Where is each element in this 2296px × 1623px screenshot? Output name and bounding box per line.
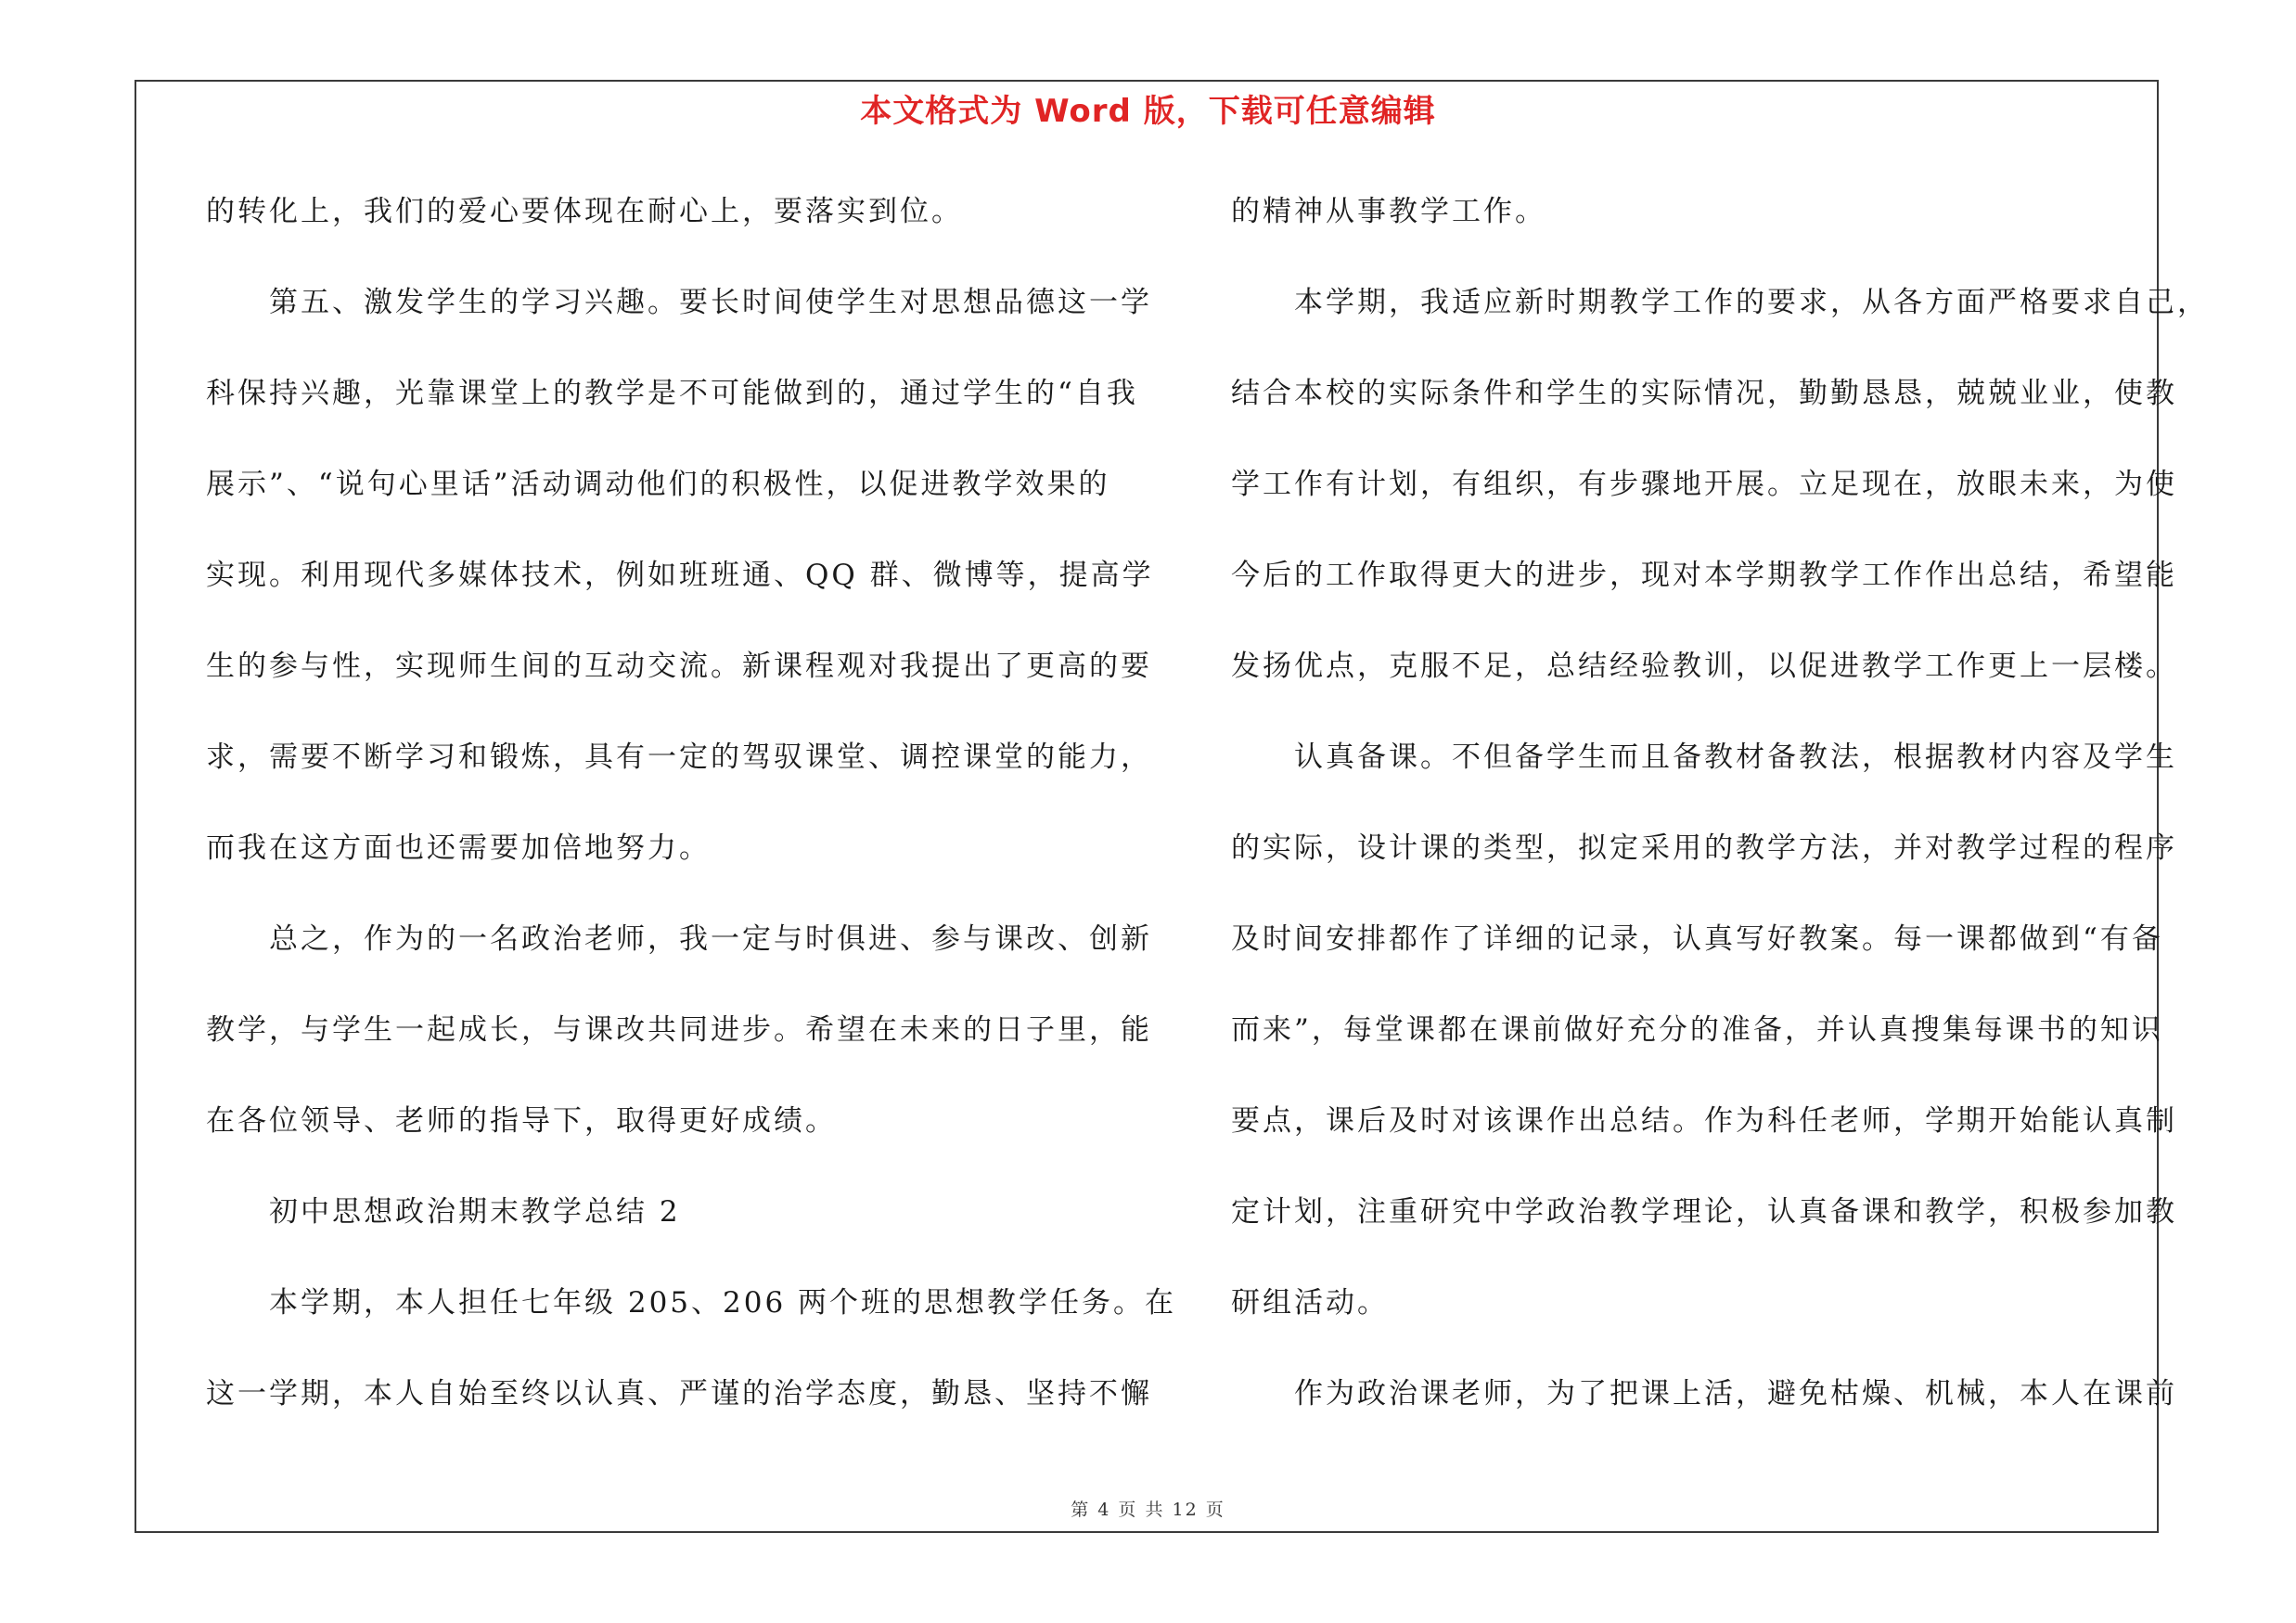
text-line: 而我在这方面也还需要加倍地努力。 [206,831,711,865]
text-line: 总之，作为的一名政治老师，我一定与时俱进、参与课改、创新 [206,922,1152,956]
text-line: 教学，与学生一起成长，与课改共同进步。希望在未来的日子里，能 [206,1013,1152,1047]
text-line: 发扬优点，克服不足，总结经验教训，以促进教学工作更上一层楼。 [1231,650,2177,683]
format-banner: 本文格式为 Word 版，下载可任意编辑 [860,93,1436,130]
text-line: 生的参与性，实现师生间的互动交流。新课程观对我提出了更高的要 [206,650,1152,683]
text-line: 学工作有计划，有组织，有步骤地开展。立足现在，放眼未来，为使 [1231,468,2177,501]
text-line: 结合本校的实际条件和学生的实际情况，勤勤恳恳，兢兢业业，使教 [1231,377,2177,410]
text-line: 在各位领导、老师的指导下，取得更好成绩。 [206,1104,837,1138]
text-line: 及时间安排都作了详细的记录，认真写好教案。每一课都做到“有备 [1231,922,2163,956]
text-line: 的转化上，我们的爱心要体现在耐心上，要落实到位。 [206,195,963,228]
text-line: 第五、激发学生的学习兴趣。要长时间使学生对思想品德这一学 [206,286,1152,319]
text-line: 科保持兴趣，光靠课堂上的教学是不可能做到的，通过学生的“自我 [206,377,1138,410]
text-line: 的实际，设计课的类型，拟定采用的教学方法，并对教学过程的程序 [1231,831,2177,865]
text-line: 而来”，每堂课都在课前做好充分的准备，并认真搜集每课书的知识 [1231,1013,2163,1047]
text-line: 研组活动。 [1231,1286,1389,1320]
section-heading: 初中思想政治期末教学总结 2 [206,1195,681,1229]
text-line: 实现。利用现代多媒体技术，例如班班通、QQ 群、微博等，提高学 [206,559,1154,592]
text-line: 定计划，注重研究中学政治教学理论，认真备课和教学，积极参加教 [1231,1195,2177,1229]
text-line: 要点，课后及时对该课作出总结。作为科任老师，学期开始能认真制 [1231,1104,2177,1138]
text-line: 认真备课。不但备学生而且备教材备教法，根据教材内容及学生 [1231,741,2177,774]
text-line: 本学期，本人担任七年级 205、206 两个班的思想教学任务。在 [206,1286,1177,1320]
text-line: 求，需要不断学习和锻炼，具有一定的驾驭课堂、调控课堂的能力， [206,741,1152,774]
right-column [1231,184,2209,1457]
text-line: 的精神从事教学工作。 [1231,195,1546,228]
text-line: 作为政治课老师，为了把课上活，避免枯燥、机械，本人在课前 [1231,1377,2177,1410]
left-column [206,184,1177,1457]
text-line: 本学期，我适应新时期教学工作的要求，从各方面严格要求自己， [1231,286,2209,319]
text-line: 展示”、“说句心里话”活动调动他们的积极性，以促进教学效果的 [206,468,1110,501]
text-line: 今后的工作取得更大的进步，现对本学期教学工作作出总结，希望能 [1231,559,2177,592]
page-number: 第 4 页 共 12 页 [1071,1500,1225,1520]
text-line: 这一学期，本人自始至终以认真、严谨的治学态度，勤恳、坚持不懈 [206,1377,1152,1410]
